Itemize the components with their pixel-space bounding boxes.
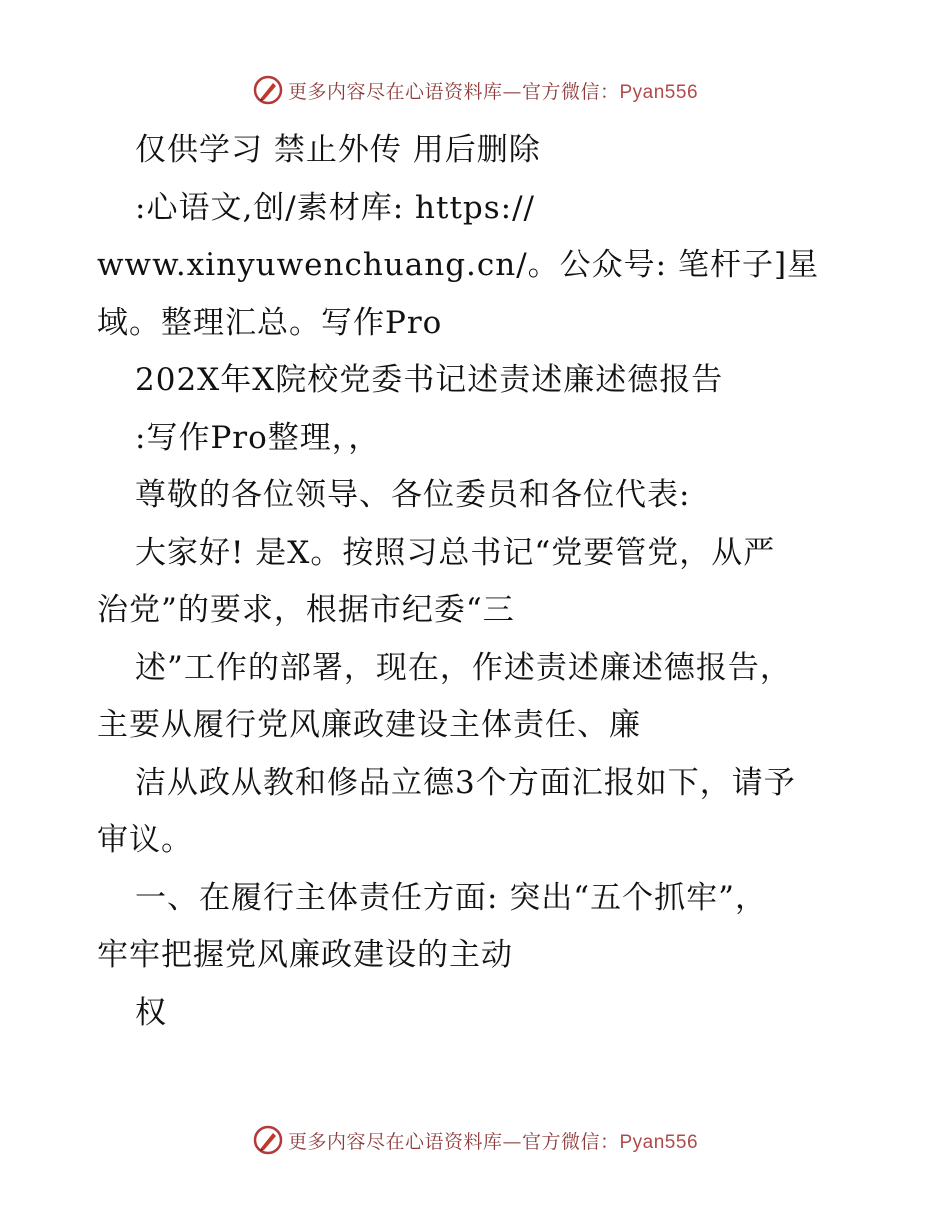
pen-logo-icon (252, 1124, 284, 1156)
doc-line: 权 (135, 994, 167, 1031)
doc-title: 202X年X院校党委书记述责述廉述德报告 (135, 362, 724, 398)
doc-line: 洁从政从教和修品立德3个方面汇报如下，请予 (135, 764, 796, 801)
footer-banner (0, 1120, 950, 1160)
header-banner-title: 更多内容尽在心语资料库 (287, 80, 503, 103)
doc-line: 治党”的要求，根据市纪委“三 (97, 592, 515, 628)
document-body (97, 122, 857, 1042)
doc-line: 主要从履行党风廉政建设主体责任、廉 (97, 707, 641, 743)
header-banner-text (288, 77, 698, 104)
doc-salutation: 尊敬的各位领导、各位委员和各位代表: (135, 477, 691, 513)
doc-line: 述”工作的部署，现在，作述责述廉述德报告， (135, 649, 792, 686)
doc-line: 仅供学习 禁止外传 用后删除 (135, 132, 541, 168)
footer-banner-text (288, 1127, 698, 1154)
doc-line: :写作Pro整理，， (135, 419, 381, 456)
doc-line: www.xinyuwenchuang.cn/。公众号: 笔杆子]星 (97, 247, 820, 283)
doc-line: 审议。 (97, 822, 193, 858)
pen-logo-icon (252, 74, 284, 106)
footer-banner-suffix: 官方微信： (521, 1130, 620, 1153)
doc-line: :心语文,创/素材库: https:// (135, 189, 536, 226)
header-banner-suffix: 官方微信： (521, 80, 620, 103)
header-banner-handle: Pyan556 (619, 81, 699, 103)
doc-section-heading: 一、在履行主体责任方面: 突出“五个抓牢”， (135, 879, 767, 916)
footer-banner-handle: Pyan556 (619, 1131, 699, 1153)
footer-banner-title: 更多内容尽在心语资料库 (287, 1130, 503, 1153)
header-banner-separator: — (502, 80, 522, 103)
header-banner (0, 70, 950, 110)
doc-line: 大家好! 是X。按照习总书记“党要管党，从严 (135, 534, 776, 571)
doc-line: 牢牢把握党风廉政建设的主动 (97, 937, 513, 973)
footer-banner-separator: — (502, 1130, 522, 1153)
doc-line: 域。整理汇总。写作Pro (97, 304, 443, 341)
